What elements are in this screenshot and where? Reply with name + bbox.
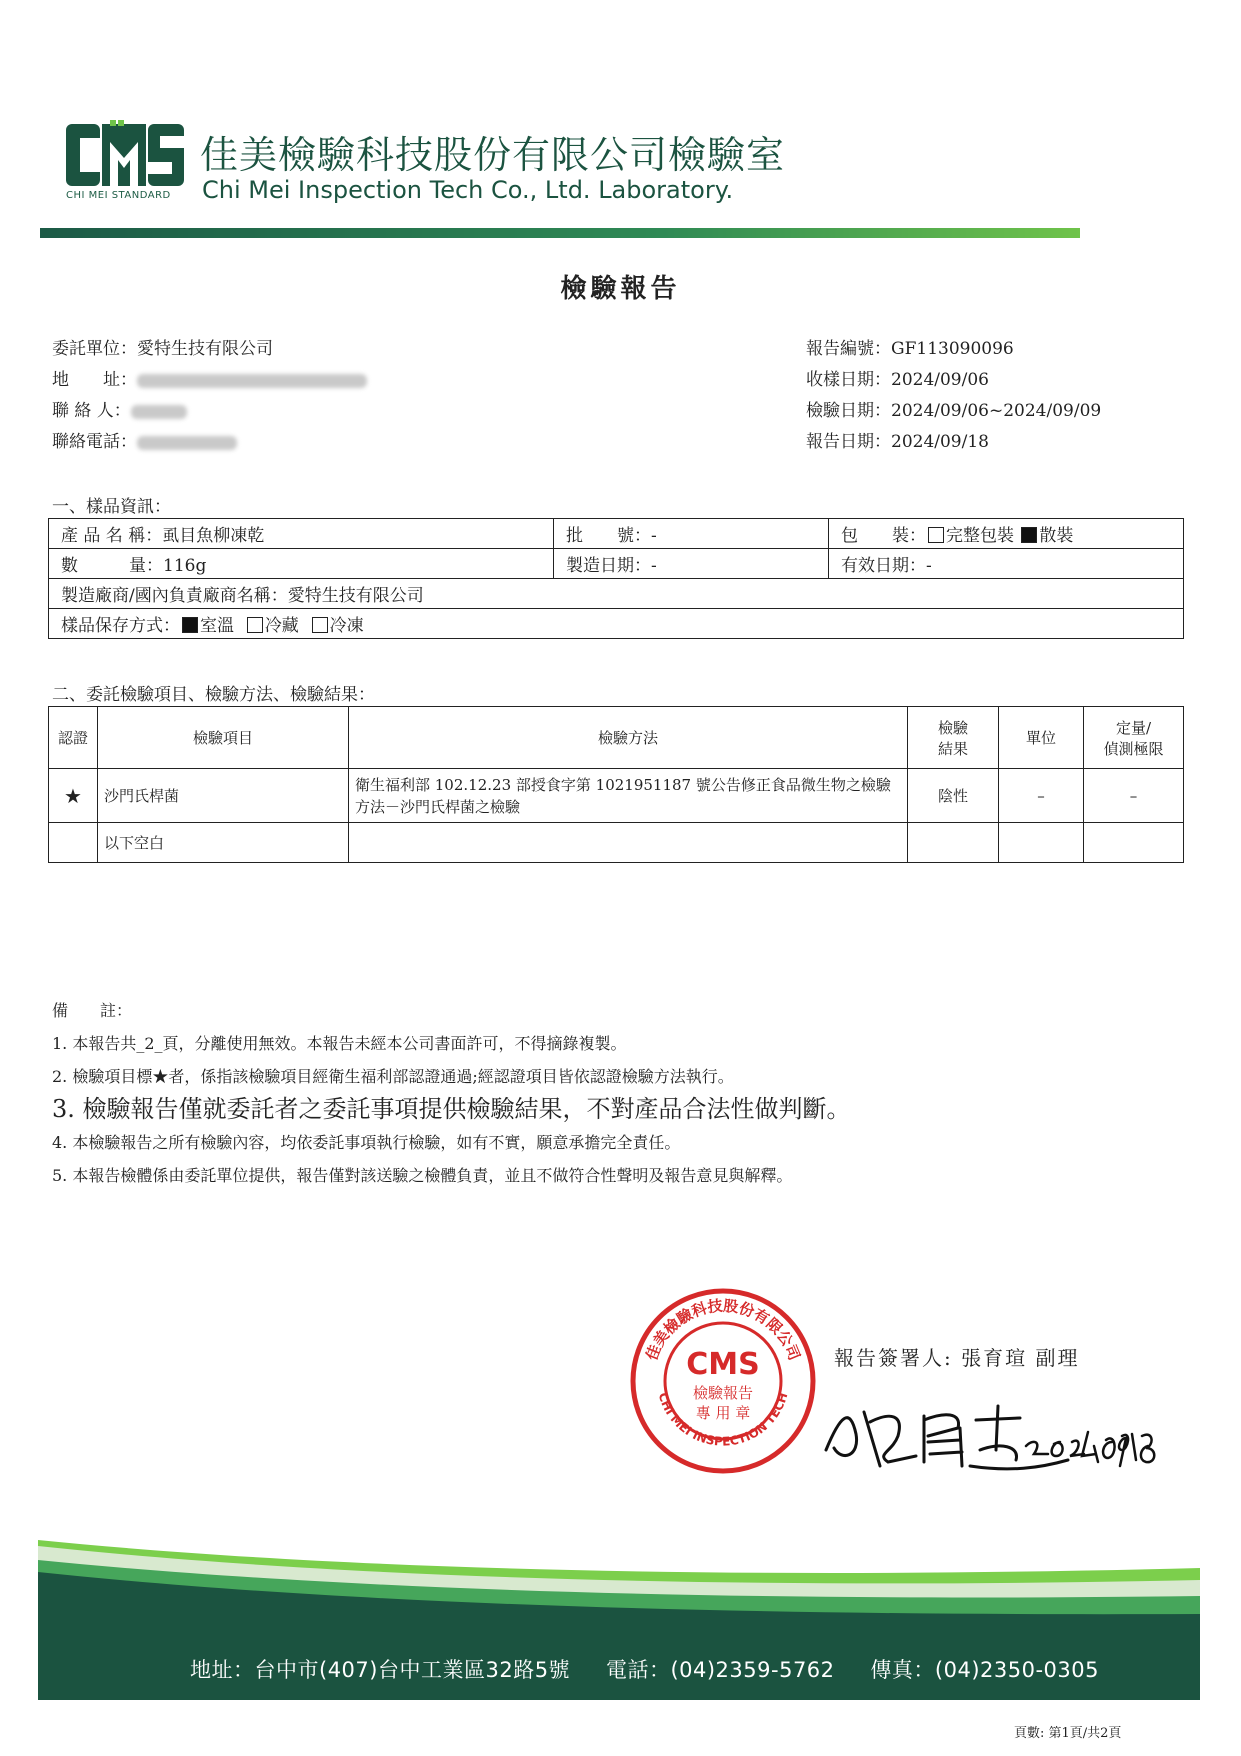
- storage-fridge-label: 冷藏: [264, 616, 299, 636]
- footer-contact: [190, 1654, 1099, 1684]
- cms-logo: [66, 118, 186, 188]
- product-name: 產 品 名 稱：虱目魚柳凍乾: [49, 519, 554, 549]
- tests-table: [48, 706, 1184, 863]
- sample-table: [48, 518, 1184, 639]
- signer: 報告簽署人: 張育瑄 副理: [834, 1346, 1080, 1370]
- test-item: 沙門氏桿菌: [98, 769, 349, 823]
- checkbox-frozen: [312, 617, 328, 633]
- footer-phone: 電話：(04)2359-5762: [605, 1658, 835, 1682]
- recv-date-label: 收樣日期：: [806, 370, 891, 390]
- pack-whole-label: 完整包裝: [946, 526, 1014, 546]
- header-divider: [40, 228, 1080, 238]
- report-no-label: 報告編號：: [806, 339, 891, 359]
- manufacturer: 製造廠商/國內負責廠商名稱：愛特生技有限公司: [49, 579, 1184, 609]
- svg-text:CMS: CMS: [686, 1347, 760, 1382]
- storage-frozen-label: 冷凍: [329, 616, 364, 636]
- report-no: GF113090096: [891, 339, 1014, 359]
- table-row: [49, 823, 1184, 863]
- blank-note: 以下空白: [98, 823, 349, 863]
- checkbox-whole-pack: [928, 527, 944, 543]
- col-result: 檢驗 結果: [908, 707, 999, 769]
- company-name-zh: 佳美檢驗科技股份有限公司檢驗室: [200, 133, 786, 177]
- note-3: 3. 檢驗報告僅就委託者之委託事項提供檢驗結果，不對產品合法性做判斷。: [52, 1095, 851, 1123]
- storage-room-label: 室溫: [200, 616, 234, 636]
- storage-label: 樣品保存方式：: [61, 616, 180, 636]
- recv-date: 2024/09/06: [891, 370, 989, 390]
- notes: [52, 994, 851, 1192]
- cert-star: ★: [49, 769, 98, 823]
- contact-label: 聯 絡 人：: [52, 401, 131, 421]
- quantity: 數 量：116g: [49, 549, 554, 579]
- col-unit: 單位: [999, 707, 1084, 769]
- logo-caption: CHI MEI STANDARD: [66, 190, 171, 201]
- svg-text:CHI MEI INSPECTION TECH: CHI MEI INSPECTION TECH: [655, 1390, 791, 1449]
- batch-no: 批 號：-: [554, 519, 829, 549]
- test-result: 陰性: [908, 769, 999, 823]
- exp-date: 有效日期：-: [829, 549, 1184, 579]
- pack-bulk-label: 散裝: [1039, 526, 1074, 546]
- col-cert: 認證: [49, 707, 98, 769]
- redacted-contact: [131, 405, 187, 419]
- footer-address: 地址：台中市(407)台中工業區32路5號: [190, 1658, 571, 1682]
- tests-heading: 二、委託檢驗項目、檢驗方法、檢驗結果：: [52, 685, 375, 705]
- checkbox-bulk-pack: [1021, 527, 1037, 543]
- client-unit: 愛特生技有限公司: [137, 339, 273, 359]
- note-1: 1. 本報告共_2_頁，分離使用無效。本報告未經本公司書面許可，不得摘錄複製。: [52, 1034, 627, 1053]
- col-limit: 定量/ 偵測極限: [1084, 707, 1184, 769]
- redacted-address: [137, 374, 367, 388]
- col-method: 檢驗方法: [349, 707, 908, 769]
- col-item: 檢驗項目: [98, 707, 349, 769]
- client-unit-label: 委託單位：: [52, 339, 137, 359]
- test-date-label: 檢驗日期：: [806, 401, 891, 421]
- company-name-en: Chi Mei Inspection Tech Co., Ltd. Laboratory.: [202, 176, 734, 204]
- notes-label: 備 註：: [52, 1001, 133, 1020]
- company-seal: [628, 1286, 818, 1476]
- address-label: 地 址：: [52, 370, 137, 390]
- checkbox-fridge: [247, 617, 263, 633]
- redacted-phone: [137, 436, 237, 450]
- checkbox-room-temp: [182, 617, 198, 633]
- test-unit: –: [999, 769, 1084, 823]
- svg-text:檢驗報告: 檢驗報告: [692, 1384, 754, 1402]
- test-limit: –: [1084, 769, 1184, 823]
- svg-text:專 用 章: 專 用 章: [695, 1404, 751, 1422]
- note-5: 5. 本報告檢體係由委託單位提供，報告僅對該送驗之檢體負責，並且不做符合性聲明及報告意見與解釋。: [52, 1166, 793, 1185]
- svg-text:佳美檢驗科技股份有限公司: 佳美檢驗科技股份有限公司: [642, 1296, 804, 1363]
- phone-label: 聯絡電話：: [52, 432, 137, 452]
- packaging: [829, 519, 1184, 549]
- note-4: 4. 本檢驗報告之所有檢驗內容，均依委託事項執行檢驗，如有不實，願意承擔完全責任。: [52, 1133, 681, 1152]
- storage: [49, 609, 1184, 639]
- test-date: 2024/09/06~2024/09/09: [891, 401, 1102, 421]
- mfg-date: 製造日期：-: [554, 549, 829, 579]
- sample-heading: 一、樣品資訊：: [52, 497, 171, 517]
- page-number: 頁數: 第1頁/共2頁: [1014, 1726, 1122, 1741]
- report-date-label: 報告日期：: [806, 432, 891, 452]
- page-title: 檢驗報告: [560, 274, 681, 304]
- handwritten-signature: [820, 1376, 1190, 1476]
- pack-label: 包 裝：: [841, 526, 926, 546]
- report-date: 2024/09/18: [891, 432, 989, 452]
- client-info: [52, 334, 367, 458]
- test-method: 衛生福利部 102.12.23 部授食字第 1021951187 號公告修正食品微生物之檢驗方法－沙門氏桿菌之檢驗: [349, 769, 908, 823]
- note-2: 2. 檢驗項目標★者，係指該檢驗項目經衛生福利部認證通過;經認證項目皆依認證檢驗方法執行。: [52, 1067, 734, 1086]
- footer-fax: 傳真：(04)2350-0305: [870, 1658, 1099, 1682]
- report-info: [806, 334, 1101, 458]
- table-row: [49, 769, 1184, 823]
